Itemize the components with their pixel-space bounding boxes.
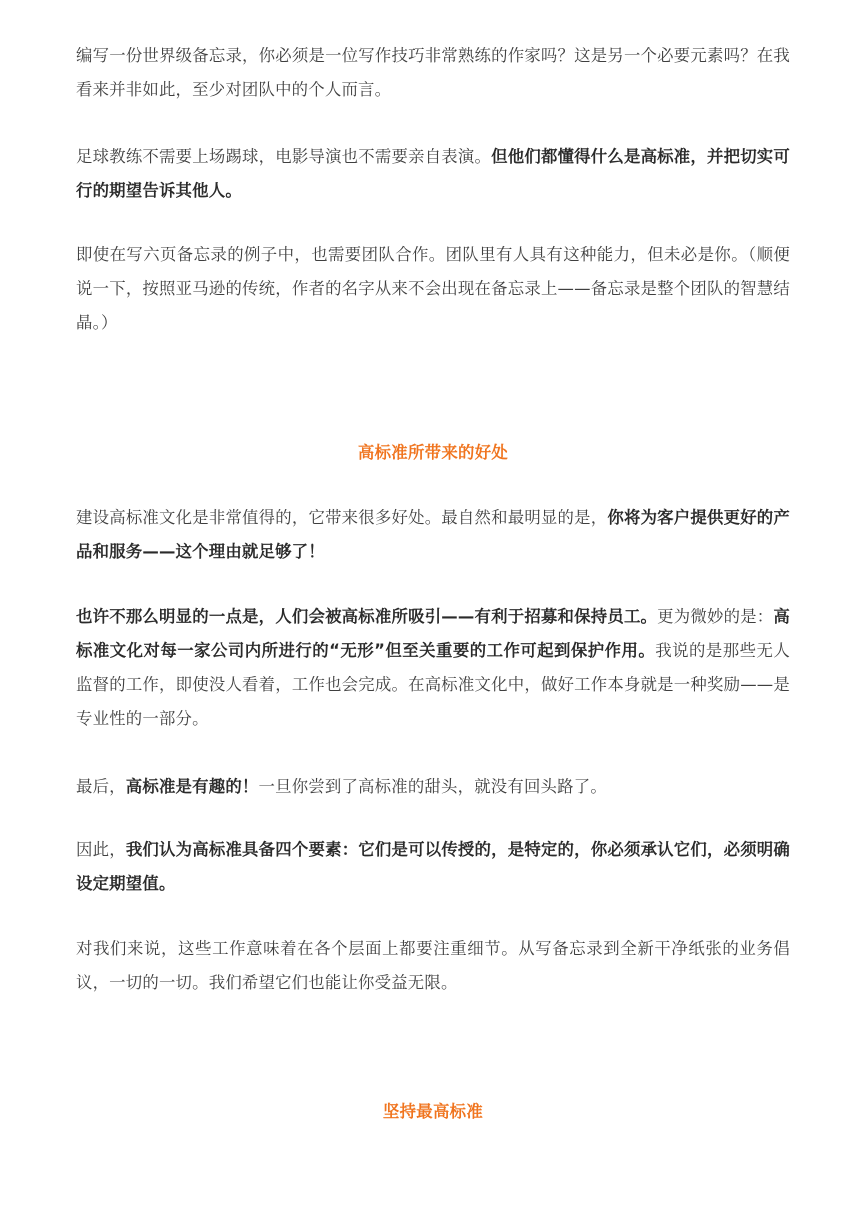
paragraph-coach-analogy (76, 140, 790, 208)
paragraph-team-memo (76, 238, 790, 340)
text-run-0: 编写一份世界级备忘录，你必须是一位写作技巧非常熟练的作家吗？这是另一个必要元素吗？在我看来并非如此，至少对团队中的个人而言。 (76, 46, 790, 99)
text-run-0: 对我们来说，这些工作意味着在各个层面上都要注重细节。从写备忘录到全新干净纸张的业务倡议，一切的一切。我们希望它们也能让你受益无限。 (76, 939, 790, 992)
paragraph-recruiting-benefit (76, 600, 790, 736)
bold-run-1: 我们认为高标准具备四个要素：它们是可以传授的，是特定的，你必须承认它们，必须明确设定期望值。 (76, 840, 791, 893)
text-run-0: 即使在写六页备忘录的例子中，也需要团队合作。团队里有人具有这种能力，但未必是你。（顺便说一下，按照亚马逊的传统，作者的名字从来不会出现在备忘录上——备忘录是整个团队的智慧结晶。） (76, 245, 790, 332)
paragraph-details (76, 932, 790, 1000)
paragraph-writer-question (76, 39, 790, 107)
text-run-1: 更为微妙的是： (657, 607, 774, 626)
bold-run-1: 你将为客户提供更好的产品和服务——这个理由就足够了！ (76, 508, 790, 561)
paragraph-fun (76, 770, 607, 804)
text-run-2: 一旦你尝到了高标准的甜头，就没有回头路了。 (258, 777, 607, 796)
text-run-0: 因此， (76, 840, 126, 859)
bold-run-0: 也许不那么明显的一点是，人们会被高标准所吸引——有利于招募和保持员工。 (76, 607, 658, 626)
text-run-0: 建设高标准文化是非常值得的，它带来很多好处。最自然和最明显的是， (76, 508, 608, 527)
bold-run-1: 但他们都懂得什么是高标准，并把切实可行的期望告诉其他人。 (76, 147, 790, 200)
text-run-0: 最后， (76, 777, 126, 796)
section-heading-highest-standards: 坚持最高标准 (382, 1102, 484, 1121)
section-heading-benefits: 高标准所带来的好处 (357, 443, 509, 462)
text-run-3: 我说的是那些无人监督的工作，即使没人看着，工作也会完成。在高标准文化中，做好工作本身就是一种奖励——是专业性的一部分。 (76, 641, 790, 728)
paragraph-customer-benefit (76, 501, 790, 569)
paragraph-four-elements (76, 833, 790, 901)
text-run-0: 足球教练不需要上场踢球，电影导演也不需要亲自表演。 (76, 147, 492, 166)
bold-run-1: 高标准是有趣的！ (125, 777, 259, 796)
bold-run-2: 高标准文化对每一家公司内所进行的“无形”但至关重要的工作可起到保护作用。 (76, 607, 791, 660)
